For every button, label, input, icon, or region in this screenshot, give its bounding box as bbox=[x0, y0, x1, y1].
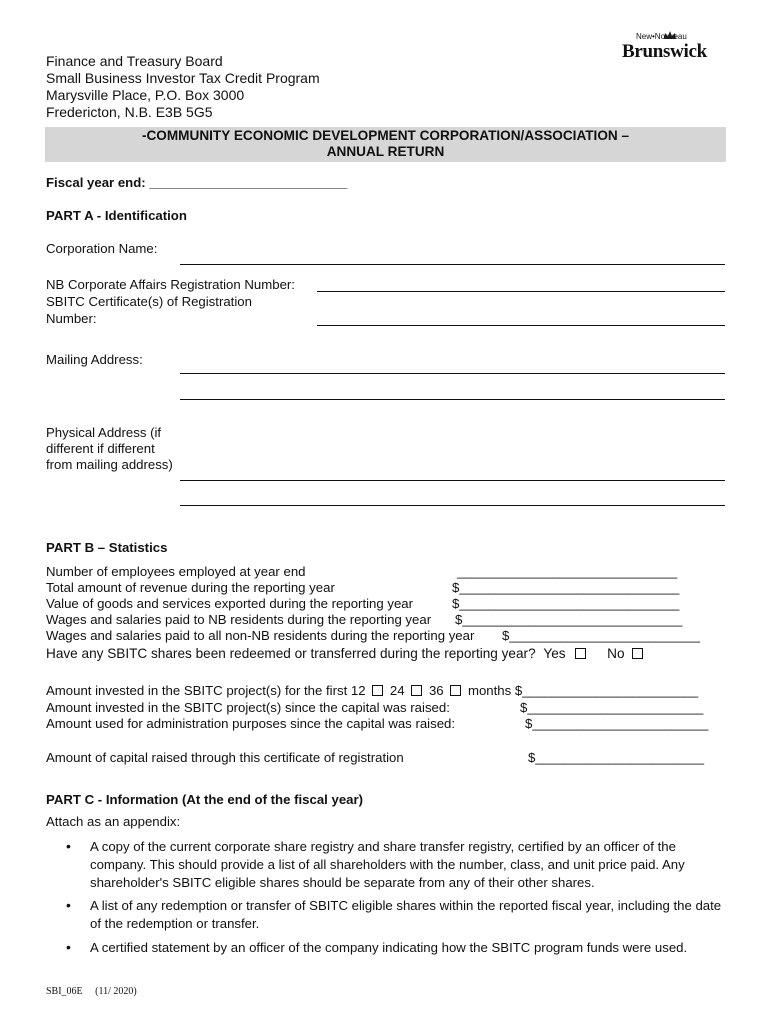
address-line-4: Fredericton, N.B. E3B 5G5 bbox=[46, 104, 213, 120]
logo-wordmark: Brunswick bbox=[622, 41, 707, 62]
admin-used-label: Amount used for administration purposes since the capital was raised: bbox=[46, 716, 456, 731]
certificate-label-line-2: Number: bbox=[46, 311, 97, 326]
physical-address-label-2: different if different bbox=[46, 441, 155, 456]
fiscal-year-end-label: Fiscal year end: bbox=[46, 175, 146, 190]
fiscal-year-end bbox=[46, 175, 347, 190]
redeemed-question: Have any SBITC shares been redeemed or transferred during the reporting year? bbox=[46, 646, 536, 661]
months-36-checkbox[interactable] bbox=[450, 685, 461, 696]
stat-exports-label: Value of goods and services exported during the reporting year bbox=[46, 596, 414, 611]
stat-revenue-field[interactable]: $______________________________ bbox=[452, 580, 680, 595]
stat-employees-field[interactable]: ______________________________ bbox=[457, 564, 678, 579]
admin-used-field[interactable]: $________________________ bbox=[525, 716, 709, 731]
registration-number-field[interactable] bbox=[317, 291, 725, 292]
stat-non-nb-wages-field[interactable]: $__________________________ bbox=[502, 628, 701, 643]
part-c-heading: PART C - Information (At the end of the fiscal year) bbox=[46, 792, 364, 807]
mailing-address-field-2[interactable] bbox=[180, 399, 725, 400]
part-b-heading: PART B – Statistics bbox=[46, 540, 168, 555]
invested-first-field[interactable]: months $________________________ bbox=[467, 683, 699, 698]
form-title-line-2: ANNUAL RETURN bbox=[326, 144, 445, 159]
redeemed-question-row bbox=[46, 646, 646, 661]
form-title-line-1: -COMMUNITY ECONOMIC DEVELOPMENT CORPORATION/ASSOCIATION – bbox=[141, 128, 630, 143]
invested-first-months-row bbox=[46, 683, 698, 698]
physical-address-label-3: from mailing address) bbox=[46, 457, 173, 472]
corporation-name-label: Corporation Name: bbox=[46, 241, 158, 256]
stat-nb-wages-label: Wages and salaries paid to NB residents during the reporting year bbox=[46, 612, 432, 627]
stat-nb-wages-field[interactable]: $______________________________ bbox=[455, 612, 683, 627]
months-24-checkbox[interactable] bbox=[411, 685, 422, 696]
yes-checkbox[interactable] bbox=[575, 648, 586, 659]
form-title-banner bbox=[45, 127, 726, 162]
appendix-item-funds-statement: A certified statement by an officer of the company indicating how the SBITC program funds were used. bbox=[90, 940, 688, 955]
physical-address-field-1[interactable] bbox=[180, 480, 725, 481]
part-a-heading: PART A - Identification bbox=[46, 208, 187, 223]
new-brunswick-logo bbox=[622, 32, 714, 66]
bullet-1-marker: • bbox=[66, 838, 71, 854]
certificate-number-field[interactable] bbox=[317, 325, 725, 326]
appendix-item-redemption-list: A list of any redemption or transfer of SBITC eligible shares within the reported fiscal year, including the date of the redemption or transfer. bbox=[90, 898, 722, 931]
stat-exports-field[interactable]: $______________________________ bbox=[452, 596, 680, 611]
capital-raised-label: Amount of capital raised through this certificate of registration bbox=[46, 750, 404, 765]
yes-label: Yes bbox=[543, 646, 566, 661]
form-footer bbox=[46, 986, 137, 997]
bullet-3-marker: • bbox=[66, 939, 71, 955]
address-line-1: Finance and Treasury Board bbox=[46, 53, 223, 69]
logo-tagline: New•Nouveau bbox=[636, 32, 687, 41]
months-36-label: 36 bbox=[428, 683, 444, 698]
stat-employees-label: Number of employees employed at year end bbox=[46, 564, 306, 579]
bullet-2-marker: • bbox=[66, 897, 71, 913]
invested-first-label: Amount invested in the SBITC project(s) for the first 12 bbox=[46, 683, 366, 698]
address-line-3: Marysville Place, P.O. Box 3000 bbox=[46, 87, 245, 103]
form-id: SBI_06E bbox=[46, 986, 83, 997]
mailing-address-label: Mailing Address: bbox=[46, 352, 143, 367]
stat-revenue-label: Total amount of revenue during the reporting year bbox=[46, 580, 335, 595]
invested-since-label: Amount invested in the SBITC project(s) since the capital was raised: bbox=[46, 700, 450, 715]
form-revision: (11/ 2020) bbox=[95, 986, 137, 997]
stat-non-nb-wages-label: Wages and salaries paid to all non-NB residents during the reporting year bbox=[46, 628, 475, 643]
months-24-label: 24 bbox=[389, 683, 405, 698]
corporation-name-field[interactable] bbox=[180, 264, 725, 265]
appendix-intro: Attach as an appendix: bbox=[46, 814, 181, 829]
physical-address-label-1: Physical Address (if bbox=[46, 425, 162, 440]
appendix-item-share-registry: A copy of the current corporate share registry and share transfer registry, certified by an officer of the company. This should provide a list of all shareholders with the number, class, and unit price paid. Any shareholder's SBITC eligible shares should be separate from any of their other shares. bbox=[90, 839, 685, 890]
physical-address-field-2[interactable] bbox=[180, 505, 725, 506]
certificate-label-line-1: SBITC Certificate(s) of Registration bbox=[46, 294, 252, 309]
sender-address bbox=[46, 53, 320, 121]
no-checkbox[interactable] bbox=[632, 648, 643, 659]
invested-since-field[interactable]: $________________________ bbox=[520, 700, 704, 715]
fiscal-year-end-field[interactable]: ___________________________ bbox=[149, 175, 348, 190]
registration-number-label: NB Corporate Affairs Registration Number: bbox=[46, 277, 295, 292]
no-label: No bbox=[607, 646, 625, 661]
mailing-address-field-1[interactable] bbox=[180, 373, 725, 374]
address-line-2: Small Business Investor Tax Credit Program bbox=[46, 70, 320, 86]
capital-raised-field[interactable]: $_______________________ bbox=[528, 750, 705, 765]
physical-address-label bbox=[46, 425, 173, 473]
months-12-checkbox[interactable] bbox=[372, 685, 383, 696]
